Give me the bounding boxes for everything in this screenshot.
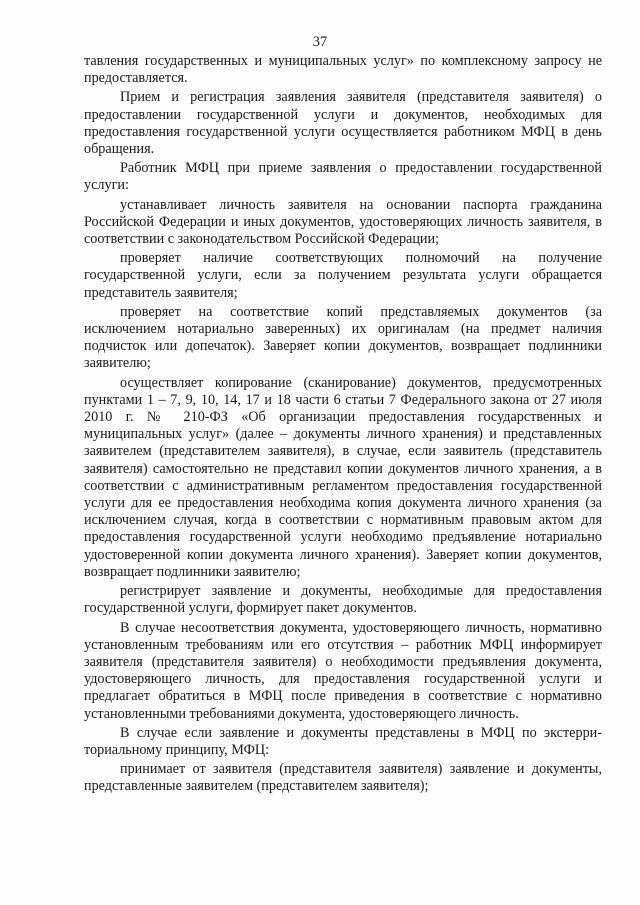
paragraph-scanning: осуществляет копирование (сканирование) документов, предусмотренных пунктами 1 – 7, 9, 10, 14, 17 и 18 части 6 статьи 7 Федерального закона от 27 июля 2010 г. № 210-ФЗ «Об организации предоставления государственных и муниципальных услуг» (далее – документы личного хранения) и представленных заявителем (представителем заявителя), в случае, если заявитель (представитель заявителя) самостоятельно не представил копии документов личного хранения, а в соответствии с административным регламентом предоставления государственной услуги для ее предоставления необходима копия документа личного хранения (за исключением случая, когда в соответствии с нормативным правовым актом для предоставления государственной услуги необходимо предъявление нотариально удостоверенной копии документа личного хранения). Заверяет копии документов, возвращает подлинники заявителю; [84,374,602,580]
paragraph-registers: регистрирует заявление и документы, необходимые для предоставления государственной услуги, формирует пакет документов. [84,583,602,617]
paragraph-copies-check: проверяет на соответствие копий представляемых документов (за исключением нотариально заверенных) их оригиналам (на предмет наличия подчисток или допечаток). Заверяет копии документов, возвращает подлинники заявителю; [84,303,602,372]
paragraph-continuation: тавления государственных и муниципальных услуг» по комплексному запросу не предоставляется. [84,53,602,87]
document-body [84,53,602,798]
paragraph-registration: Прием и регистрация заявления заявителя (представителя заявителя) о предоставлении государственной услуги и документов, необходимых для предоставления государственной услуги осуществляется работником МФЦ в день обращения. [84,89,602,158]
paragraph-authority-check: проверяет наличие соответствующих полномочий на получение государственной услуги, если за получением результата услуги обращается представитель заявителя; [84,250,602,301]
paragraph-accepts: принимает от заявителя (представителя заявителя) заявление и документы, представленные заявителем (представителем заявителя); [84,761,602,795]
paragraph-document-mismatch: В случае несоответствия документа, удостоверяющего личность, нормативно установленным требованиям или его отсутствия – работник МФЦ информирует заявителя (представителя заявителя) о необходимости предъявления документа, удостоверяющего личность, для предоставления государственной услуги и предлагает обратиться в МФЦ после приведения в соответствие с нормативно установленными требованиями документа, удостоверяющего личность. [84,619,602,722]
paragraph-worker-duties-intro: Работник МФЦ при приеме заявления о предоставлении государственной услуги: [84,160,602,194]
page-number: 37 [312,34,328,50]
paragraph-identity-check: устанавливает личность заявителя на основании паспорта гражданина Российской Федерации и иных документов, удостоверяющих личность заявителя, в соответствии с законодательством Российской Федерации; [84,196,602,248]
paragraph-extraterritorial: В случае если заявление и документы представлены в МФЦ по экстерриториальному принципу, МФЦ: [84,724,602,758]
